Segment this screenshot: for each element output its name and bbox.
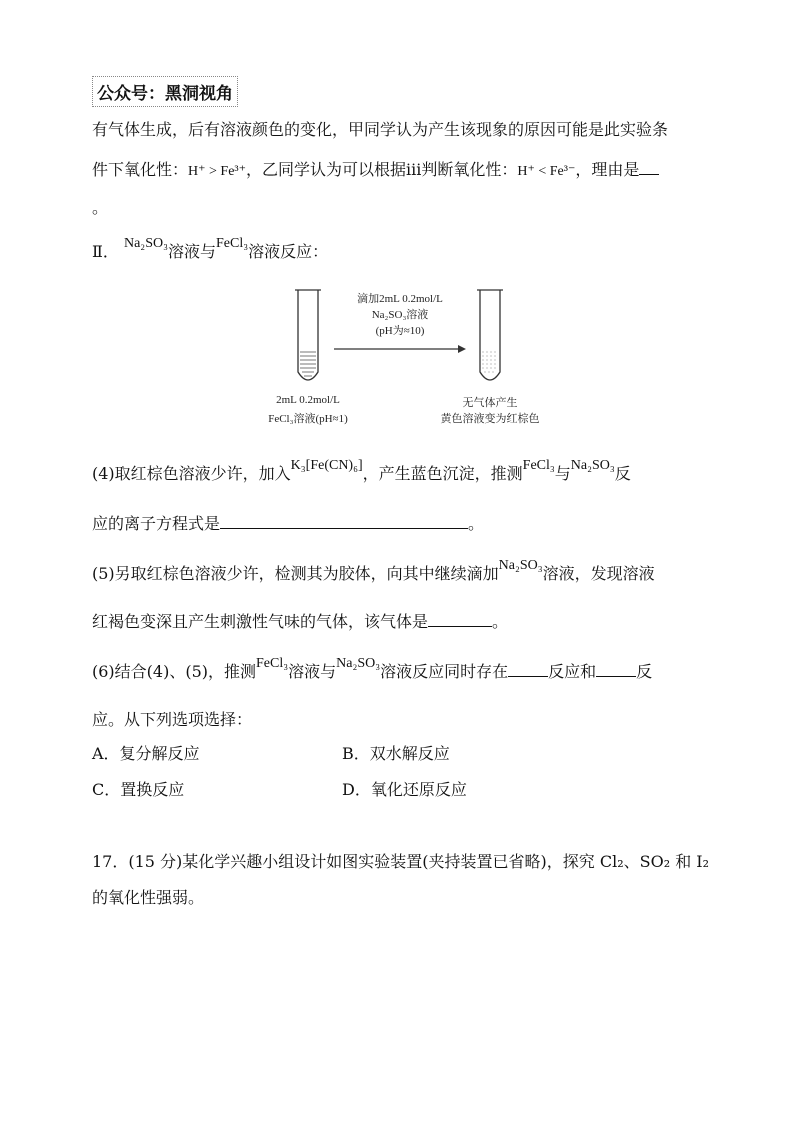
inequality: H⁺ > Fe³⁺: [188, 164, 246, 179]
text: 溶液与: [167, 242, 216, 261]
question-17-line2: 的氧化性强弱。: [92, 888, 205, 907]
text: 应的离子方程式是: [92, 514, 221, 533]
inequality: H⁺ < Fe³⁻: [517, 164, 576, 179]
right-caption-2: 黄色溶液变为红棕色: [440, 413, 540, 425]
arrow-label-2: Na₂SO₃溶液: [371, 309, 429, 321]
text: ，产生蓝色沉淀，推测: [362, 464, 523, 483]
option-b: B．双水解反应: [342, 744, 450, 763]
answer-blank[interactable]: [428, 612, 492, 627]
question-5-line1: [92, 558, 655, 586]
option-a: A．复分解反应: [92, 744, 200, 763]
text: 溶液，发现溶液: [542, 564, 655, 583]
experiment-figure: [250, 282, 570, 432]
reagent: FeCl₃: [215, 236, 249, 251]
text: 溶液反应：: [248, 242, 329, 261]
text: 。: [468, 514, 485, 533]
reagent: Na₂SO₃: [123, 236, 168, 251]
text: 。: [492, 612, 509, 631]
text: (5)另取红棕色溶液少许，检测其为胶体，向其中继续滴加: [92, 564, 499, 583]
arrow-label-1: 滴加2mL 0.2mol/L: [357, 293, 443, 305]
right-caption-1: 无气体产生: [462, 397, 518, 409]
paragraph-line: 有气体生成，后有溶液颜色的变化，甲同学认为产生该现象的原因可能是此实验条: [92, 120, 669, 139]
text: 件下氧化性：: [92, 160, 189, 179]
answer-blank[interactable]: [639, 160, 659, 175]
left-caption-1: 2mL 0.2mol/L: [276, 394, 340, 406]
option-c: C．置换反应: [92, 780, 185, 799]
text: 溶液与: [288, 662, 337, 681]
option-d: D．氧化还原反应: [342, 780, 467, 799]
text: 红褐色变深且产生刺激性气味的气体，该气体是: [92, 612, 429, 631]
answer-blank[interactable]: [596, 662, 636, 677]
left-caption-2: FeCl₃溶液(pH≈1): [268, 413, 348, 425]
text: 与: [554, 464, 571, 483]
reaction-arrow: [334, 345, 466, 353]
answer-blank[interactable]: [220, 514, 468, 529]
paragraph-line: 。: [92, 198, 109, 217]
reagent: FeCl₃: [256, 656, 289, 671]
reagent: Na₂SO₃: [498, 558, 543, 573]
question-6-line2: 应。从下列选项选择：: [92, 710, 253, 729]
section-heading: [92, 236, 329, 264]
text: ，乙同学认为可以根据ⅲ判断氧化性：: [246, 160, 518, 179]
reagent: Na₂SO₃: [336, 656, 381, 671]
question-17-line1: 17．(15 分)某化学兴趣小组设计如图实验装置(夹持装置已省略)，探究 Cl₂、SO₂ 和 I₂: [92, 852, 710, 871]
reagent: Na₂SO₃: [570, 458, 615, 473]
text: (4)取红棕色溶液少许，加入: [92, 464, 291, 483]
header-label: 公众号：黑洞视角: [92, 76, 238, 107]
reagent: K₃[Fe(CN)₆]: [290, 458, 363, 473]
arrow-label-3: (pH为≈10): [375, 325, 425, 337]
question-6-line1: [92, 656, 653, 684]
text: 反应和: [548, 662, 597, 681]
left-test-tube: [295, 290, 321, 380]
text: 溶液反应同时存在: [380, 662, 509, 681]
text: 反: [614, 464, 631, 483]
text: (6)结合(4)、(5)，推测: [92, 662, 256, 681]
reagent: FeCl₃: [522, 458, 555, 473]
question-4-line2: [92, 514, 484, 534]
question-4-line1: [92, 458, 631, 486]
answer-blank[interactable]: [508, 662, 548, 677]
paragraph-line: [92, 160, 659, 182]
section-number: Ⅱ．: [92, 242, 119, 261]
right-test-tube: [477, 290, 503, 380]
question-5-line2: [92, 612, 508, 632]
text: ，理由是: [575, 160, 640, 179]
text: 反: [636, 662, 653, 681]
